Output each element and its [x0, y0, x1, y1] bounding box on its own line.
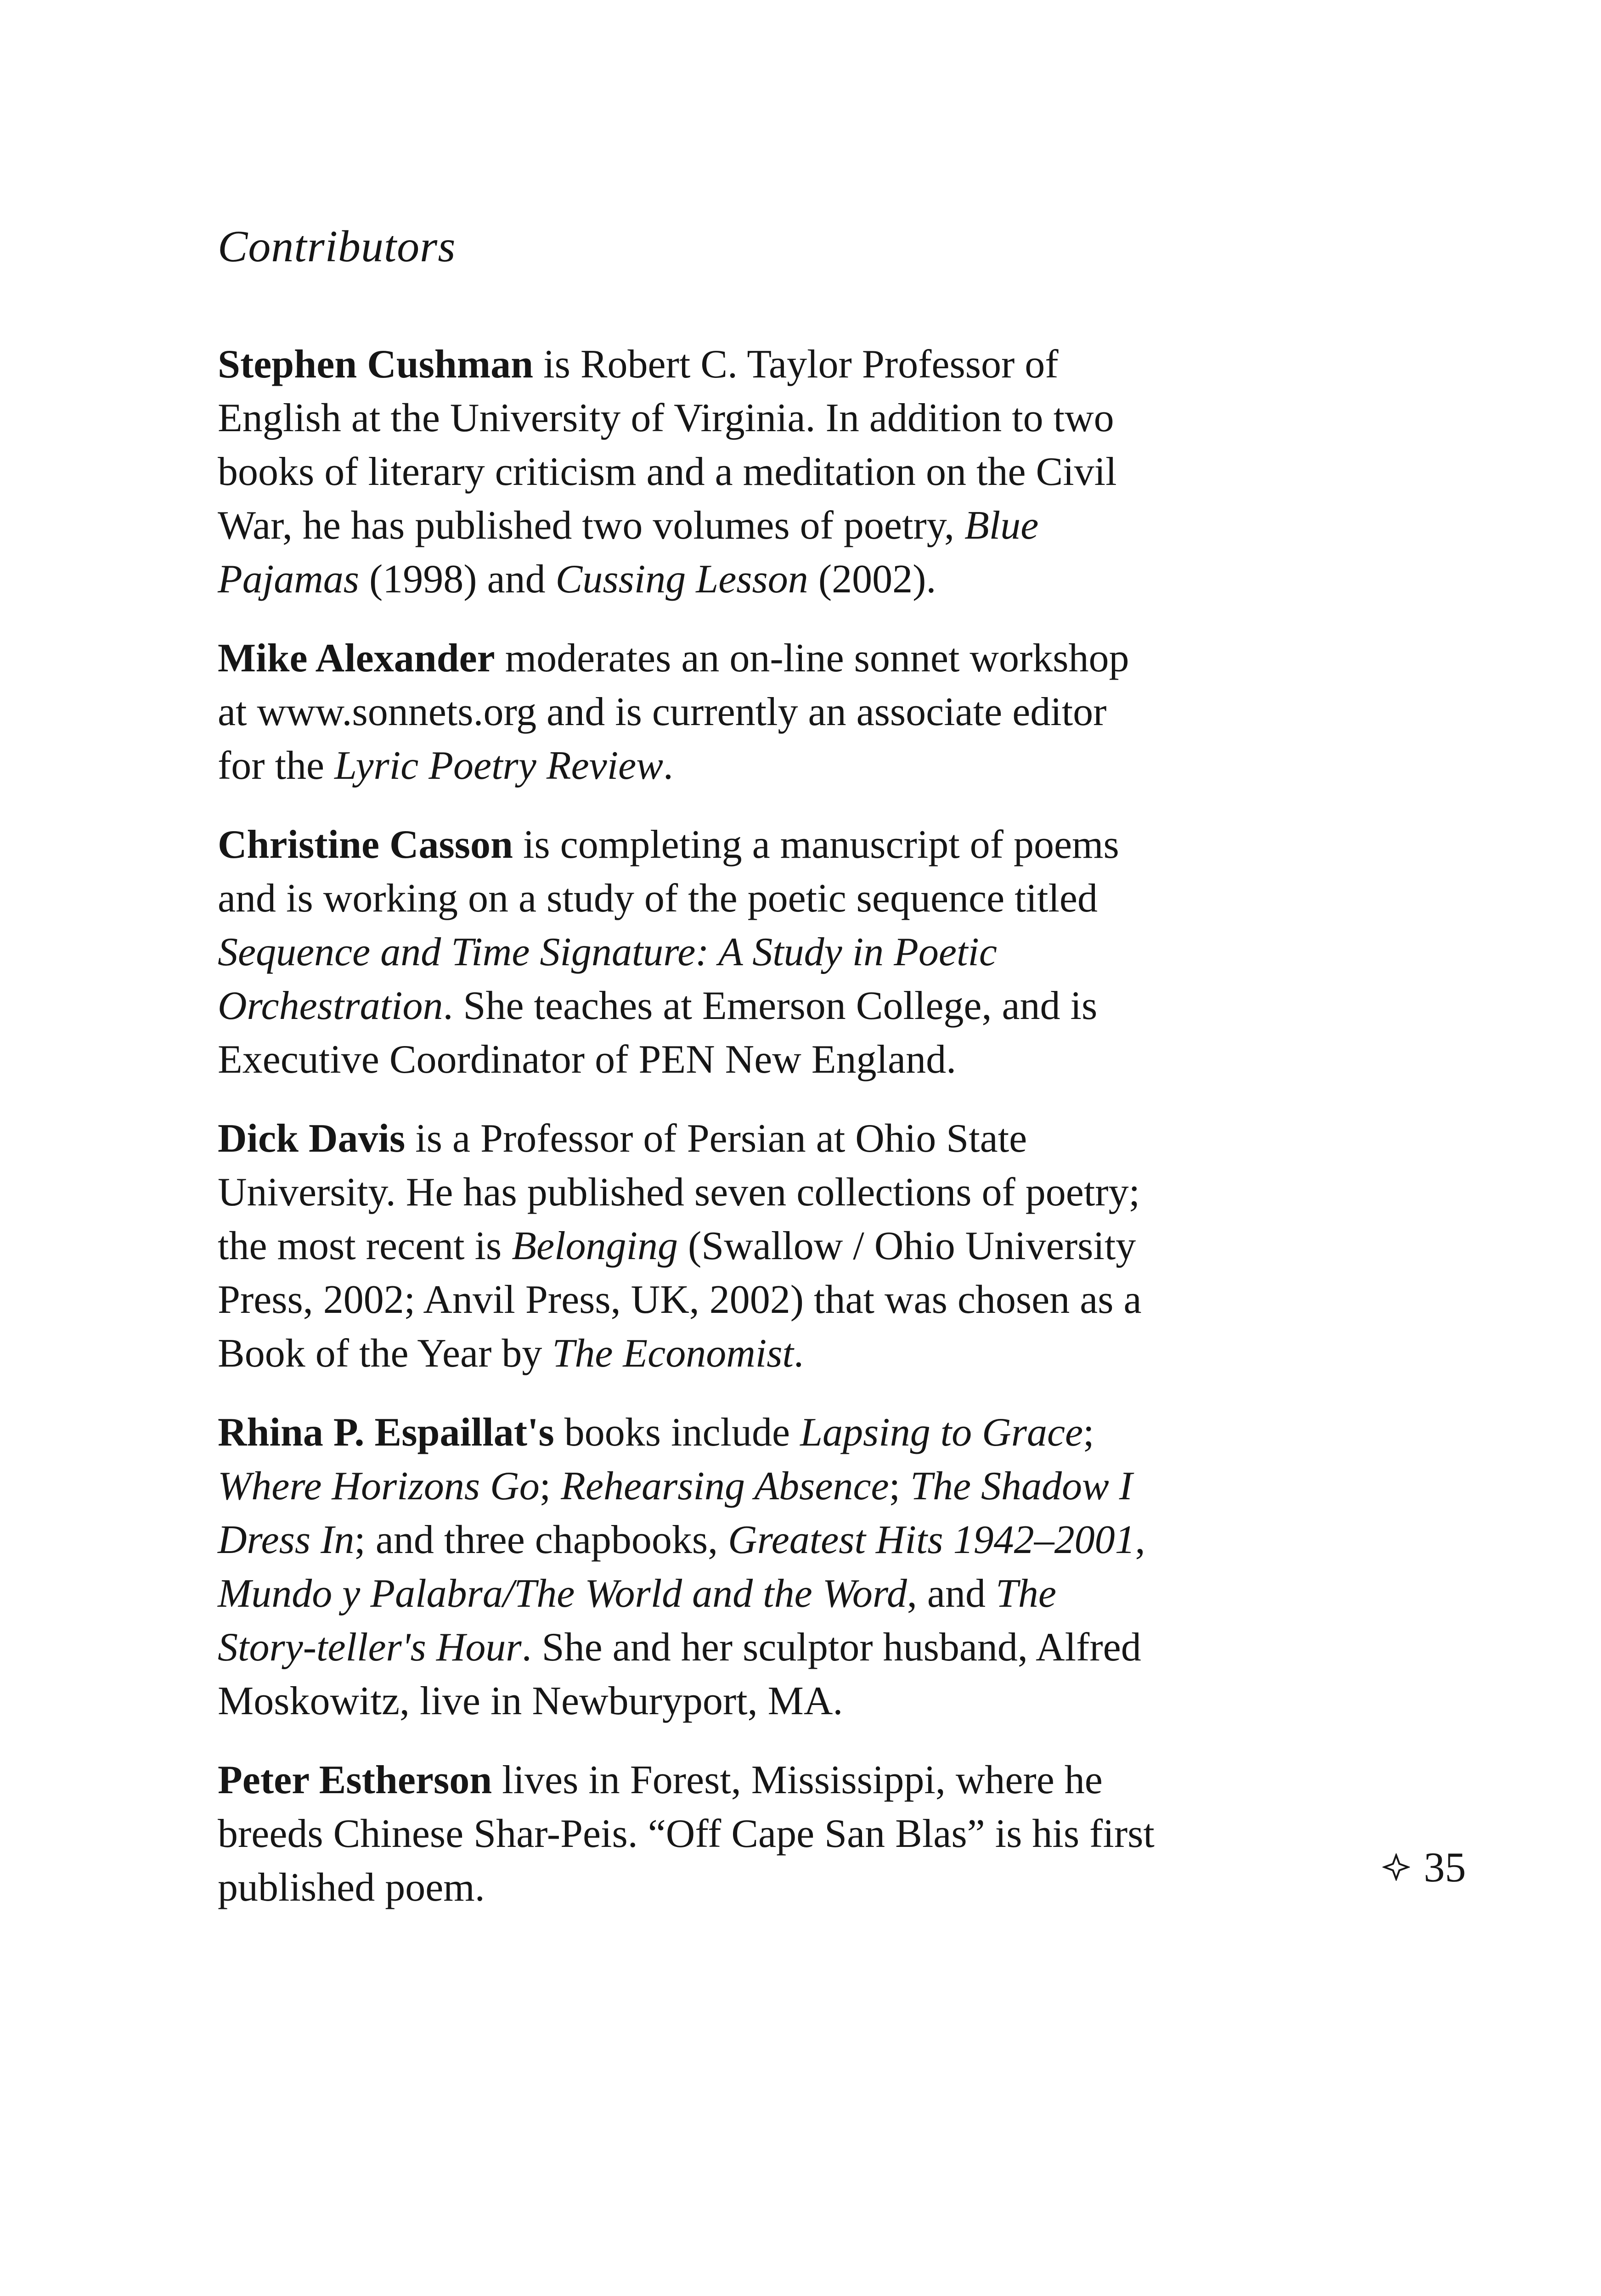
contributor-entry	[218, 338, 1155, 606]
bio-text: is a Professor of Persian at Ohio State University. He has published seven collections of poetry; the most recent is	[218, 1116, 1140, 1268]
contributor-list	[218, 338, 1155, 1940]
bio-text: . She teaches at Emerson College, and is Executive Coordinator of PEN New England.	[218, 984, 1098, 1082]
bio-text: ; and three chapbooks,	[354, 1518, 728, 1562]
contributor-name: Rhina P. Espaillat's	[218, 1410, 554, 1455]
contributor-name: Dick Davis	[218, 1116, 406, 1161]
running-head: Contributors	[218, 222, 456, 271]
bio-text: .	[663, 743, 673, 788]
work-title: Where Horizons Go	[218, 1464, 540, 1508]
work-title: Lyric Poetry Review	[334, 743, 663, 788]
folio	[1382, 1844, 1466, 1891]
bio-text: (Swallow / Ohio University Press, 2002; Anvil Press, UK, 2002) that was chosen as a Book of the Year by	[218, 1224, 1142, 1376]
work-title: Lapsing to Grace	[800, 1410, 1083, 1455]
page-number: 35	[1424, 1844, 1466, 1891]
contributor-entry	[218, 818, 1155, 1086]
bio-text: .	[793, 1331, 804, 1376]
bio-text: is Robert C. Taylor Professor of English at the University of Virginia. In addition to two books of literary criticism and a meditation on the Civil War, he has published two volumes of poetry,	[218, 342, 1117, 548]
bio-text: ;	[889, 1464, 911, 1508]
bio-text: ;	[539, 1464, 561, 1508]
work-title: Cussing Lesson	[555, 557, 808, 602]
contributor-name: Stephen Cushman	[218, 342, 534, 387]
work-title: Blue Pajamas	[218, 503, 1039, 602]
contributor-entry	[218, 631, 1155, 793]
work-title: Sequence and Time Signature: A Study in Poetic Orchestration	[218, 930, 997, 1028]
bio-text: ,	[1135, 1518, 1145, 1562]
contributor-name: Mike Alexander	[218, 636, 495, 681]
bio-text: is completing a manuscript of poems and is working on a study of the poetic sequence titled	[218, 822, 1119, 921]
bio-text: lives in Forest, Mississippi, where he breeds Chinese Shar-Peis. “Off Cape San Blas” is his first published poem.	[218, 1758, 1155, 1910]
contributor-name: Christine Casson	[218, 822, 513, 867]
bio-text: moderates an on-line sonnet workshop at www.sonnets.org and is currently an associate editor for the	[218, 636, 1129, 788]
work-title: Belonging	[512, 1224, 678, 1268]
bio-text: (2002).	[808, 557, 936, 602]
four-point-star-icon	[1382, 1853, 1410, 1881]
bio-text: ;	[1083, 1410, 1094, 1455]
bio-text: , and	[907, 1571, 996, 1616]
bio-text: . She and her sculptor husband, Alfred Moskowitz, live in Newburyport, MA.	[218, 1625, 1141, 1723]
work-title: Rehearsing Absence	[561, 1464, 889, 1508]
work-title: The Shadow I Dress In	[218, 1464, 1133, 1562]
work-title: Mundo y Palabra/The World and the Word	[218, 1571, 907, 1616]
work-title: The Story-teller's Hour	[218, 1571, 1056, 1670]
bio-text: (1998) and	[359, 557, 556, 602]
contributor-entry	[218, 1753, 1155, 1914]
contributor-name: Peter Estherson	[218, 1758, 492, 1802]
bio-text: books include	[554, 1410, 800, 1455]
contributor-entry	[218, 1406, 1155, 1728]
work-title: The Economist	[552, 1331, 794, 1376]
contributor-entry	[218, 1112, 1155, 1380]
work-title: Greatest Hits 1942–2001	[728, 1518, 1135, 1562]
